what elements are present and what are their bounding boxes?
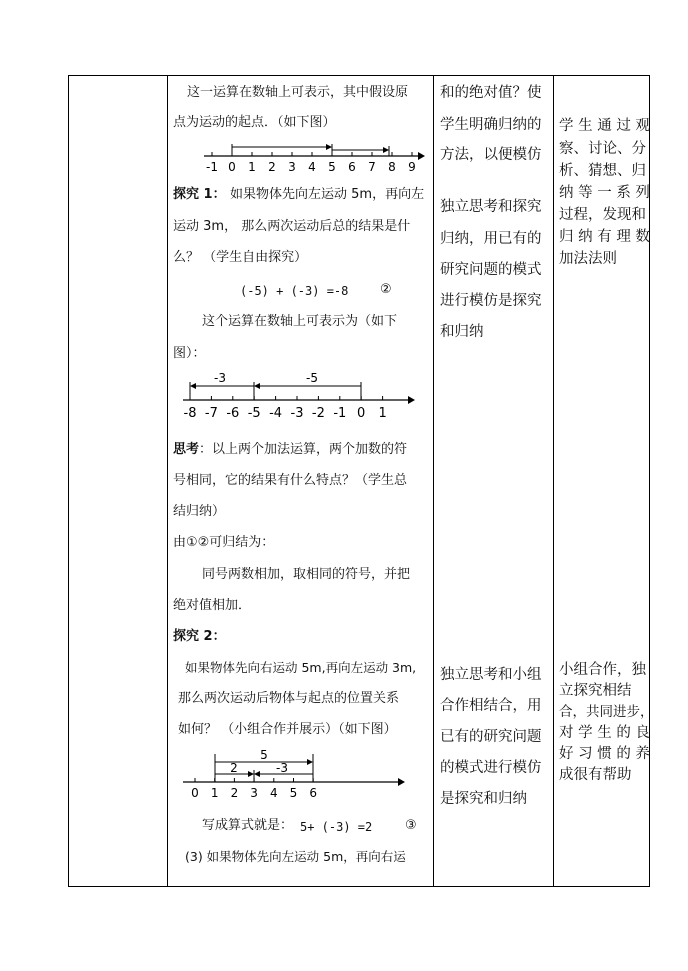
- purpose-line: 察、讨论、分: [559, 141, 646, 157]
- method-line: 已有的研究问题: [440, 729, 542, 745]
- paragraph-line: 运动 3m， 那么两次运动后总的结果是什: [173, 219, 411, 234]
- paragraph-line: 点为运动的起点．（如下图）: [173, 115, 336, 130]
- purpose-line: 立探究相结: [559, 683, 632, 699]
- equation-2-marker: ②: [380, 282, 392, 297]
- equation-3-marker: ③: [405, 818, 417, 833]
- axis-tick-label: -6: [226, 406, 240, 421]
- axis-tick-label: 6: [348, 160, 356, 174]
- axis-tick-label: 6: [309, 786, 318, 798]
- rule-statement: 绝对值相加．: [173, 598, 252, 613]
- axis-tick-label: 2: [268, 160, 276, 174]
- paragraph-line: 这一运算在数轴上可表示，其中假设原: [187, 85, 409, 100]
- paragraph-line: 那么两次运动后物体与起点的位置关系: [178, 691, 400, 706]
- axis-tick-label: 7: [368, 160, 376, 174]
- paragraph-line: 这个运算在数轴上可表示为（如下: [202, 314, 398, 329]
- exploration-2-label: 探究 2：: [173, 629, 226, 644]
- axis-tick-label: 5: [289, 786, 298, 798]
- purpose-line: 析、猜想、归: [559, 163, 646, 179]
- method-line: 进行模仿是探究: [440, 293, 542, 309]
- axis-tick-label: -5: [247, 406, 261, 421]
- axis-tick-label: 4: [308, 160, 316, 174]
- paragraph-line: 结归纳）: [173, 504, 226, 519]
- axis-tick-label: -4: [269, 406, 283, 421]
- purpose-line: 小组合作，独: [559, 662, 646, 678]
- axis-tick-label: 0: [357, 406, 366, 421]
- paragraph-line: ：以上两个加法运算，两个加数的符: [199, 442, 408, 457]
- axis-tick-label: 5: [328, 160, 336, 174]
- method-line: 方法，以便模仿: [440, 147, 542, 163]
- purpose-line: 成很有帮助: [559, 767, 632, 783]
- segment-label: -5: [306, 372, 318, 385]
- paragraph-line: 么？ （学生自由探究）: [173, 250, 308, 265]
- purpose-line: 对 学 生 的 良: [559, 725, 650, 741]
- method-line: 学生明确归纳的: [440, 117, 542, 133]
- paragraph-line: 图）：: [173, 346, 206, 361]
- axis-tick-label: -7: [204, 406, 218, 421]
- lesson-table: [68, 75, 654, 887]
- segment-label: 5: [260, 748, 268, 762]
- number-line-1: [168, 138, 433, 180]
- axis-tick-label: 0: [191, 786, 199, 798]
- paragraph-line: (3) 如果物体先向左运动 5m，再向右运: [185, 849, 406, 864]
- number-line-3: [168, 744, 433, 798]
- axis-tick-label: 0: [228, 160, 236, 174]
- equation-3: 5+ (-3) =2: [300, 820, 373, 834]
- purpose-line: 过程，发现和: [559, 207, 646, 223]
- axis-tick-label: 9: [408, 160, 416, 174]
- segment-label: 2: [230, 761, 238, 775]
- paragraph-line: 号相同，它的结果有什么特点？（学生总: [173, 473, 408, 488]
- method-line: 研究问题的模式: [440, 262, 542, 278]
- paragraph-line: 如果物体先向左运动 5m，再向左: [230, 187, 425, 202]
- equation-2: (-5) + (-3) =-8: [240, 284, 349, 298]
- paragraph-line: 如果物体先向右运动 5m,再向左运动 3m,: [185, 660, 417, 675]
- axis-tick-label: -1: [206, 160, 218, 174]
- think-label: 思考: [173, 442, 200, 457]
- method-column: [434, 76, 553, 886]
- purpose-column: [554, 76, 654, 886]
- axis-tick-label: -1: [333, 406, 347, 421]
- method-line: 是探究和归纳: [440, 791, 527, 807]
- method-line: 的模式进行模仿: [440, 760, 542, 776]
- stage-column: [69, 76, 167, 886]
- purpose-line: 学 生 通 过 观: [559, 118, 650, 134]
- purpose-line: 加法法则: [559, 251, 617, 267]
- method-line: 独立思考和小组: [440, 667, 542, 683]
- rule-statement: 同号两数相加，取相同的符号，并把: [202, 567, 411, 582]
- axis-tick-label: 1: [210, 786, 219, 798]
- segment-label: -3: [276, 761, 288, 775]
- axis-tick-label: 3: [288, 160, 296, 174]
- axis-tick-label: -2: [311, 406, 325, 421]
- axis-tick-label: -3: [290, 406, 304, 421]
- axis-tick-label: 1: [248, 160, 256, 174]
- axis-tick-label: 1: [378, 406, 387, 421]
- axis-tick-label: 2: [230, 786, 239, 798]
- purpose-line: 好 习 惯 的 养: [559, 746, 650, 762]
- method-line: 独立思考和探究: [440, 199, 542, 215]
- paragraph-line: 写成算式就是：: [202, 818, 294, 833]
- method-line: 合作相结合，用: [440, 698, 542, 714]
- purpose-line: 合，共同进步，: [559, 704, 654, 720]
- number-line-2: [168, 372, 433, 422]
- method-line: 归纳，用已有的: [440, 231, 542, 247]
- axis-tick-label: 8: [388, 160, 396, 174]
- axis-tick-label: -8: [183, 406, 197, 421]
- paragraph-line: 如何？ （小组合作并展示）（如下图）: [178, 722, 397, 737]
- paragraph-line: 由①②可归结为：: [173, 535, 275, 550]
- axis-tick-label: 3: [250, 786, 258, 798]
- method-line: 和的绝对值？使: [440, 85, 542, 101]
- content-column: [168, 76, 433, 886]
- axis-tick-label: 4: [269, 786, 278, 798]
- purpose-line: 归 纳 有 理 数: [559, 229, 650, 245]
- segment-label: -3: [214, 372, 226, 385]
- method-line: 和归纳: [440, 324, 484, 340]
- exploration-1-label: 探究 1：: [173, 187, 226, 202]
- purpose-line: 纳 等 一 系 列: [559, 185, 650, 201]
